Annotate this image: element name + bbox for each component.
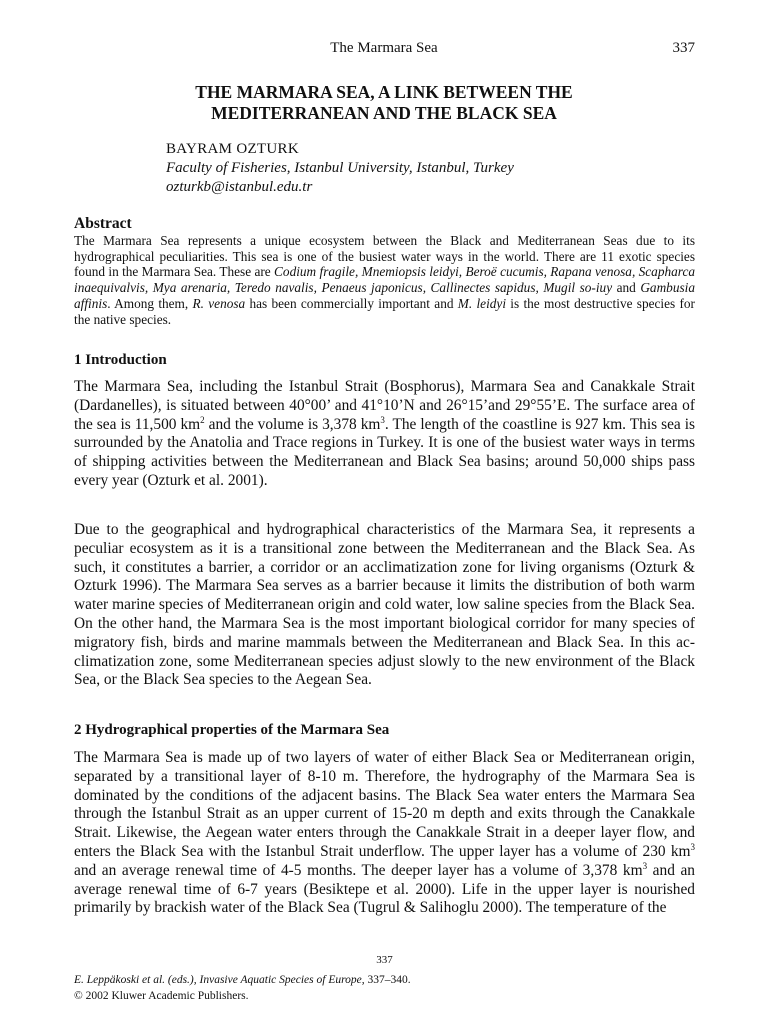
section-2-paragraph-1 <box>74 749 695 918</box>
paragraph-text: and an average renewal time of 4-5 months. The deeper layer has a volume of 3,378 km <box>74 861 643 879</box>
paper-title <box>74 82 694 124</box>
footer-copyright: © 2002 Kluwer Academic Publishers. <box>74 990 249 1002</box>
section-2-heading: 2 Hydrographical properties of the Marmara Sea <box>74 722 390 738</box>
abstract-heading: Abstract <box>74 215 132 232</box>
paragraph-text: and the volume is 3,378 km <box>204 415 381 433</box>
species-name: M. leidyi <box>457 295 507 311</box>
paper-title-line-2: MEDITERRANEAN AND THE BLACK SEA <box>211 103 557 123</box>
superscript-3: 3 <box>690 841 695 852</box>
paragraph-text: . The length of the coastline is 927 km. This sea is surrounded by the Anatolia and Trace regions in Turkey. It is one of the busiest water ways in terms of shipping activities between the Mediterranean and Black Sea basins; around 50,000 ships pass every year (Ozturk et al. 2001). <box>74 415 696 489</box>
superscript-2: 2 <box>200 414 205 425</box>
paragraph-text: The Marmara Sea is made up of two layers of water of either Black Sea or Mediterranean origin, separated by a transitional layer of 8-10 m. Therefore, the hydrography of the Marmara Sea is dominated by the conditions of the adjacent basins. The Black Sea water enters the Marmara Sea through the Istanbul Strait as an upper current of 15-20 m depth and exits through the Canakkale Strait. Likewise, the Aegean water enters through the Canakkale Strait in a deeper layer flow, and enters the Black Sea with the Istanbul Strait underflow. The upper layer has a volume of 230 km <box>74 749 695 860</box>
citation-pages: 337–340. <box>364 974 411 986</box>
paper-title-line-1: THE MARMARA SEA, A LINK BETWEEN THE <box>195 82 573 102</box>
section-1-paragraph-2: Due to the geographical and hydrographical characteristics of the Marmara Sea, it represents a peculiar ecosystem as it is a transitional zone between the Mediterranean and the Black Sea. As such, it constitutes a barrier, a corridor or an acclimatization zone for living organisms (Ozturk & Ozturk 1996). The Marmara Sea serves as a barrier because it limits the distribution of both warm water marine species of Mediterranean origin and cold water, low saline species from the Black Sea. On the other hand, the Marmara Sea is the most important biological corridor for many species of migratory fish, birds and marine mammals between the Mediterranean and Black Sea. In this acclimatization zone, some Mediterranean species adjust slowly to the new environment of the Black Sea, or the Black Sea species to the Aegean Sea. <box>74 521 695 689</box>
section-1-heading: 1 Introduction <box>74 352 167 368</box>
species-name: Gambusia affinis <box>74 280 695 311</box>
section-1-paragraph-1 <box>74 378 695 491</box>
paragraph-text: and an average renewal time of 6-7 years (Besiktepe et al. 2000). Life in the upper layer is nourished primarily by brackish water of the Black Sea (Tugrul & Salihoglu 2000). The temperature of the <box>74 861 695 917</box>
superscript-3: 3 <box>380 414 385 425</box>
species-name: R. venosa <box>192 295 246 311</box>
abstract-text <box>74 233 695 327</box>
paragraph-text: The Marmara Sea, including the Istanbul Strait (Bosphorus), Marmara Sea and Canakkale Strait (Dardanelles), is situated between 40°00’ and 41°10’N and 26°15’and 29°55’E. The surface area of the sea is 11,500 km <box>74 378 695 433</box>
footer-folio: 337 <box>376 954 393 966</box>
page-number: 337 <box>672 40 695 56</box>
author-block <box>166 140 514 197</box>
citation-text: E. Leppäkoski et al. (eds.), Invasive Aquatic Species of Europe, <box>74 974 365 986</box>
abstract-text-part: is the most destructive species for the native species. <box>74 295 695 327</box>
footer-citation <box>74 972 695 988</box>
author-email: ozturkb@istanbul.edu.tr <box>166 179 313 195</box>
author-affiliation: Faculty of Fisheries, Istanbul University, Istanbul, Turkey <box>166 160 514 176</box>
superscript-3: 3 <box>642 860 648 871</box>
abstract-text-part: The Marmara Sea represents a unique ecosystem between the Black and Mediterranean Seas due to its hydrographical peculiarities. This sea is one of the busiest water ways in the world. There are 11 exotic species found in the Marmara Sea. These are <box>74 233 695 280</box>
abstract-text-part: . Among them, <box>107 295 193 311</box>
author-name: BAYRAM OZTURK <box>166 141 299 157</box>
species-list: Codium fragile, Mnemiopsis leidyi, Beroë cucumis, Rapana venosa, Scapharca inaequivalvis, Mya arenaria, Teredo navalis, Penaeus japonicus, Callinectes sapidus, Mugil so-iuy <box>74 264 695 296</box>
page-footer <box>74 952 695 1004</box>
abstract-text-part: and <box>612 280 641 296</box>
running-head <box>0 40 768 60</box>
abstract <box>74 214 695 327</box>
running-head-title: The Marmara Sea <box>330 40 438 56</box>
abstract-text-part: has been commercially important and <box>245 295 458 311</box>
